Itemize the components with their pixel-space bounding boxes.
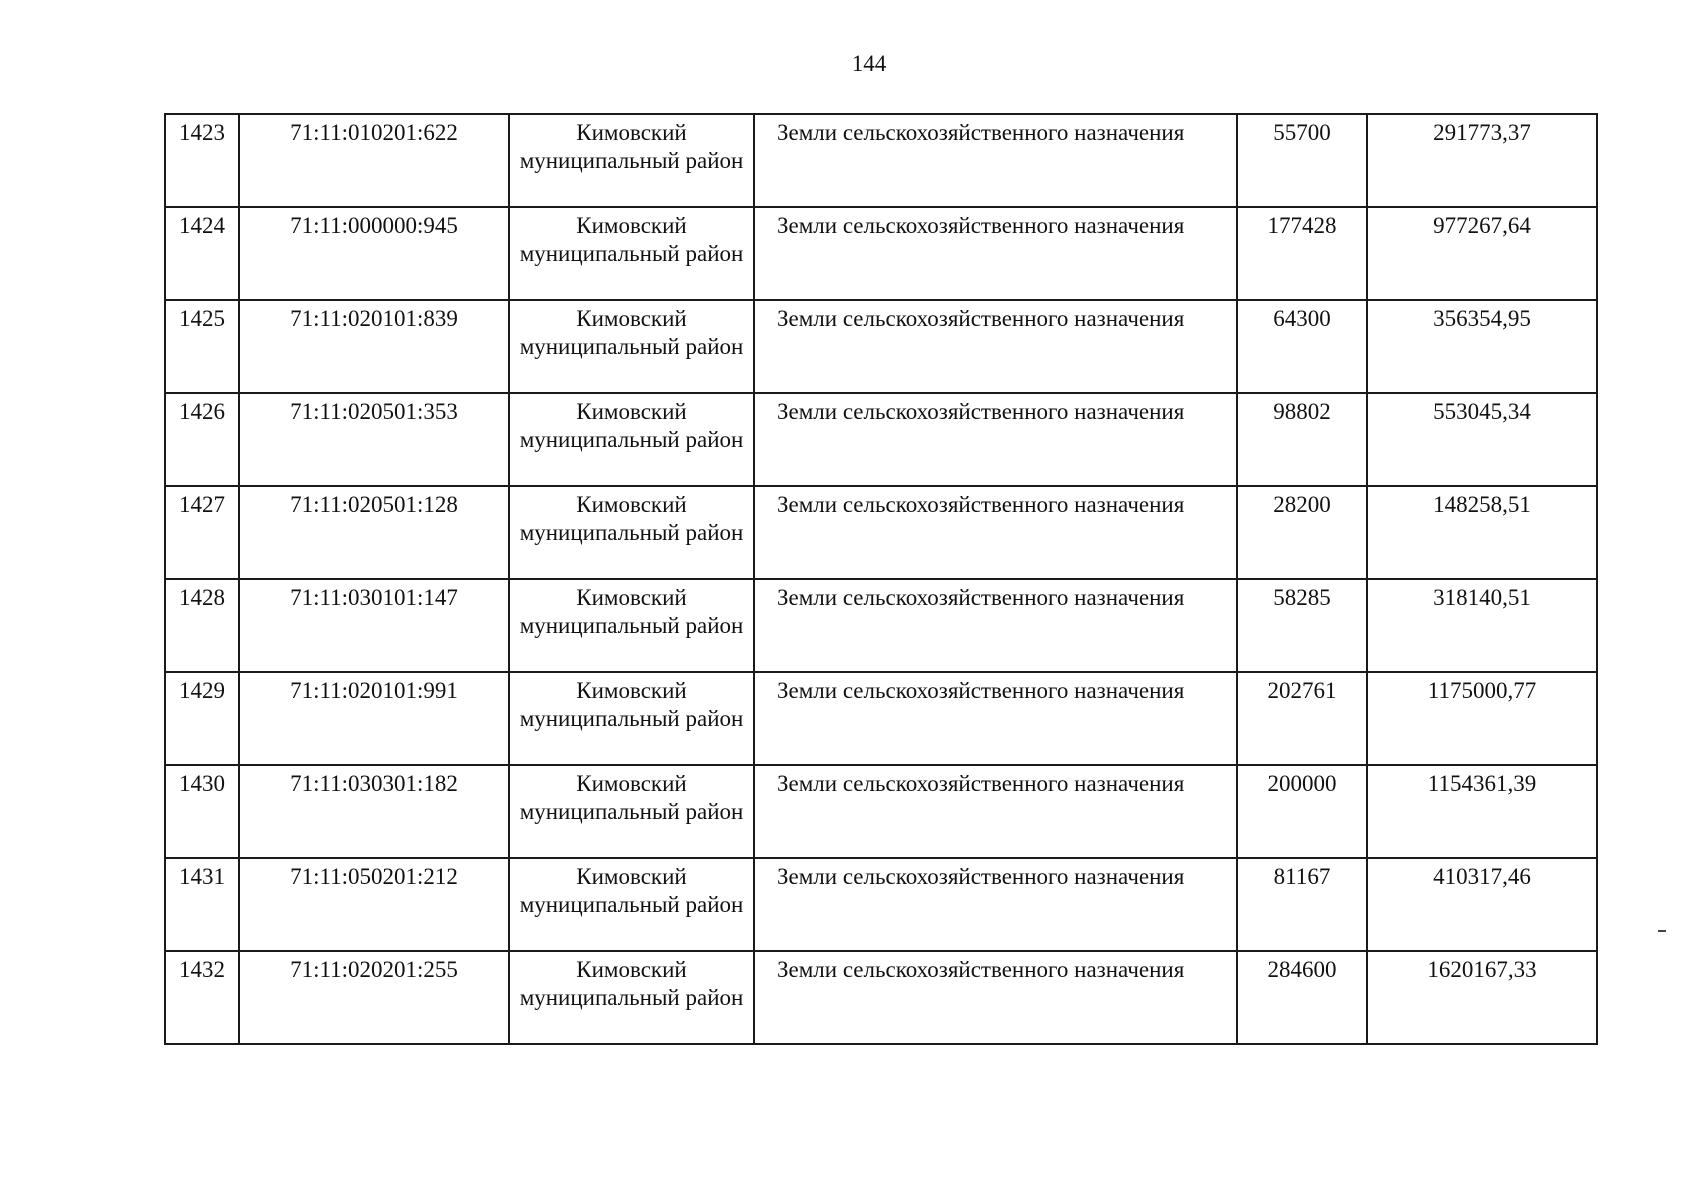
table-row [165, 114, 1597, 207]
row-number: 1425 [165, 300, 239, 393]
row-number: 1426 [165, 393, 239, 486]
land-category: Земли сельскохозяйственного назначения [754, 207, 1237, 300]
cadastral-number: 71:11:020501:353 [239, 393, 509, 486]
district-name: Кимовский муниципальный район [509, 114, 754, 207]
district-name: Кимовский муниципальный район [509, 858, 754, 951]
table-row [165, 765, 1597, 858]
cadastral-number: 71:11:000000:945 [239, 207, 509, 300]
table-row [165, 393, 1597, 486]
cadastral-number: 71:11:020501:128 [239, 486, 509, 579]
cadastral-value: 291773,37 [1367, 114, 1597, 207]
table-row [165, 672, 1597, 765]
cadastral-number: 71:11:030101:147 [239, 579, 509, 672]
land-category: Земли сельскохозяйственного назначения [754, 765, 1237, 858]
cadastral-value: 1620167,33 [1367, 951, 1597, 1044]
cadastral-number: 71:11:010201:622 [239, 114, 509, 207]
land-category: Земли сельскохозяйственного назначения [754, 393, 1237, 486]
row-number: 1431 [165, 858, 239, 951]
cadastral-number: 71:11:020101:839 [239, 300, 509, 393]
district-name: Кимовский муниципальный район [509, 207, 754, 300]
page-number: 144 [851, 51, 887, 76]
land-category: Земли сельскохозяйственного назначения [754, 300, 1237, 393]
row-number: 1429 [165, 672, 239, 765]
district-name: Кимовский муниципальный район [509, 300, 754, 393]
cadastral-value: 1175000,77 [1367, 672, 1597, 765]
cadastral-value: 318140,51 [1367, 579, 1597, 672]
land-category: Земли сельскохозяйственного назначения [754, 858, 1237, 951]
land-category: Земли сельскохозяйственного назначения [754, 486, 1237, 579]
cadastral-number: 71:11:050201:212 [239, 858, 509, 951]
cadastral-value: 356354,95 [1367, 300, 1597, 393]
cadastral-value: 148258,51 [1367, 486, 1597, 579]
cadastral-value: 977267,64 [1367, 207, 1597, 300]
district-name: Кимовский муниципальный район [509, 951, 754, 1044]
area-value: 55700 [1237, 114, 1367, 207]
area-value: 64300 [1237, 300, 1367, 393]
cadastral-value: 410317,46 [1367, 858, 1597, 951]
row-number: 1423 [165, 114, 239, 207]
area-value: 177428 [1237, 207, 1367, 300]
land-plots-table [164, 113, 1598, 1045]
cadastral-value: 553045,34 [1367, 393, 1597, 486]
district-name: Кимовский муниципальный район [509, 672, 754, 765]
table-row [165, 300, 1597, 393]
district-name: Кимовский муниципальный район [509, 393, 754, 486]
table-row [165, 486, 1597, 579]
area-value: 200000 [1237, 765, 1367, 858]
cadastral-number: 71:11:030301:182 [239, 765, 509, 858]
row-number: 1432 [165, 951, 239, 1044]
area-value: 28200 [1237, 486, 1367, 579]
cadastral-number: 71:11:020201:255 [239, 951, 509, 1044]
table-row [165, 951, 1597, 1044]
area-value: 58285 [1237, 579, 1367, 672]
table-row [165, 858, 1597, 951]
row-number: 1427 [165, 486, 239, 579]
row-number: 1424 [165, 207, 239, 300]
scan-artifact-mark [1658, 930, 1666, 932]
area-value: 202761 [1237, 672, 1367, 765]
district-name: Кимовский муниципальный район [509, 579, 754, 672]
area-value: 98802 [1237, 393, 1367, 486]
row-number: 1430 [165, 765, 239, 858]
land-category: Земли сельскохозяйственного назначения [754, 579, 1237, 672]
land-category: Земли сельскохозяйственного назначения [754, 672, 1237, 765]
district-name: Кимовский муниципальный район [509, 765, 754, 858]
area-value: 81167 [1237, 858, 1367, 951]
district-name: Кимовский муниципальный район [509, 486, 754, 579]
table-row [165, 579, 1597, 672]
cadastral-value: 1154361,39 [1367, 765, 1597, 858]
land-category: Земли сельскохозяйственного назначения [754, 951, 1237, 1044]
land-category: Земли сельскохозяйственного назначения [754, 114, 1237, 207]
cadastral-number: 71:11:020101:991 [239, 672, 509, 765]
table-row [165, 207, 1597, 300]
area-value: 284600 [1237, 951, 1367, 1044]
row-number: 1428 [165, 579, 239, 672]
